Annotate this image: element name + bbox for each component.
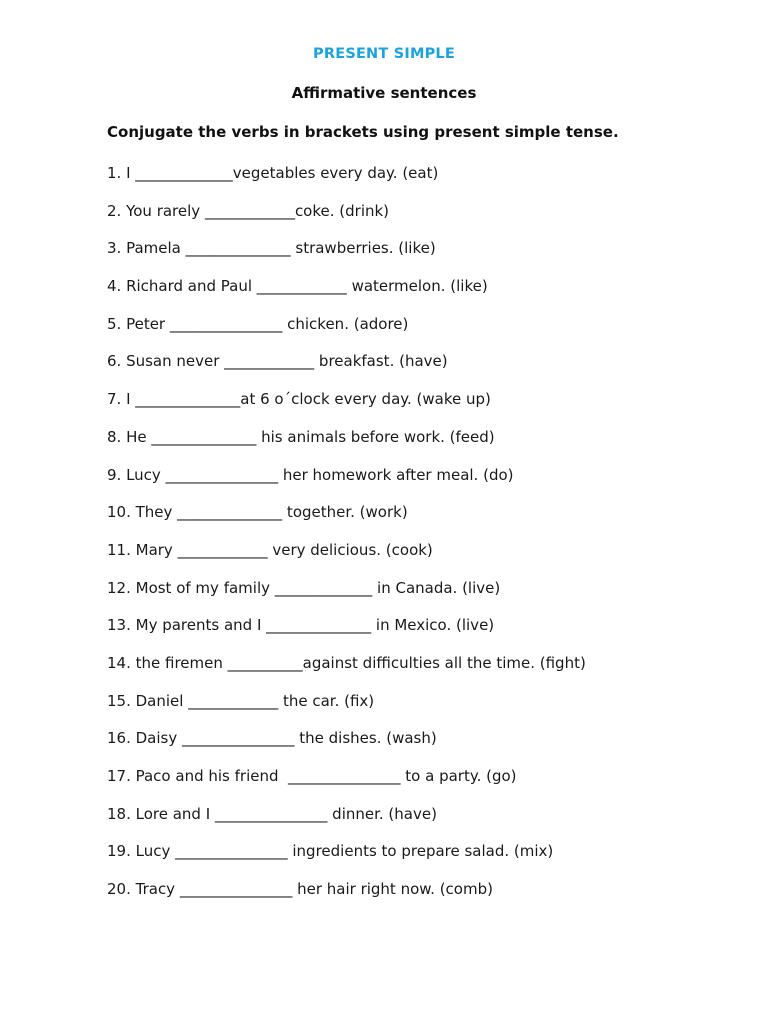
exercise-item-6: 6. Susan never ____________ breakfast. (have) — [107, 352, 448, 371]
exercise-item-2: 2. You rarely ____________coke. (drink) — [107, 201, 390, 220]
exercise-item-17: 17. Paco and his friend _______________ to a party. (go) — [107, 767, 517, 785]
exercise-item-15: 15. Daniel ____________ the car. (fix) — [107, 691, 375, 710]
exercise-item-19: 19. Lucy _______________ ingredients to prepare salad. (mix) — [107, 842, 554, 861]
exercise-item-8: 8. He ______________ his animals before work. (feed) — [107, 427, 495, 446]
worksheet-subtitle: Affirmative sentences — [291, 84, 477, 102]
exercise-item-4: 4. Richard and Paul ____________ watermelon. (like) — [107, 277, 488, 296]
worksheet-title: PRESENT SIMPLE — [313, 46, 455, 62]
exercise-item-18: 18. Lore and I _______________ dinner. (have) — [107, 804, 437, 823]
exercise-list — [107, 163, 586, 917]
exercise-item-10: 10. They ______________ together. (work) — [107, 503, 408, 522]
exercise-item-1: 1. I _____________vegetables every day. (eat) — [107, 164, 439, 182]
instruction-text: Conjugate the verbs in brackets using present simple tense. — [107, 123, 619, 141]
exercise-item-7: 7. I ______________at 6 o´clock every day. (wake up) — [107, 390, 491, 409]
exercise-item-3: 3. Pamela ______________ strawberries. (like) — [107, 239, 436, 258]
exercise-item-13: 13. My parents and I ______________ in Mexico. (live) — [107, 616, 495, 635]
exercise-item-20: 20. Tracy _______________ her hair right now. (comb) — [107, 880, 493, 899]
exercise-item-5: 5. Peter _______________ chicken. (adore) — [107, 314, 409, 333]
exercise-item-11: 11. Mary ____________ very delicious. (cook) — [107, 540, 433, 559]
exercise-item-16: 16. Daisy _______________ the dishes. (wash) — [107, 729, 437, 748]
exercise-item-14: 14. the firemen __________against difficulties all the time. (fight) — [107, 653, 586, 672]
exercise-item-12: 12. Most of my family _____________ in Canada. (live) — [107, 578, 501, 597]
exercise-item-9: 9. Lucy _______________ her homework after meal. (do) — [107, 465, 514, 484]
